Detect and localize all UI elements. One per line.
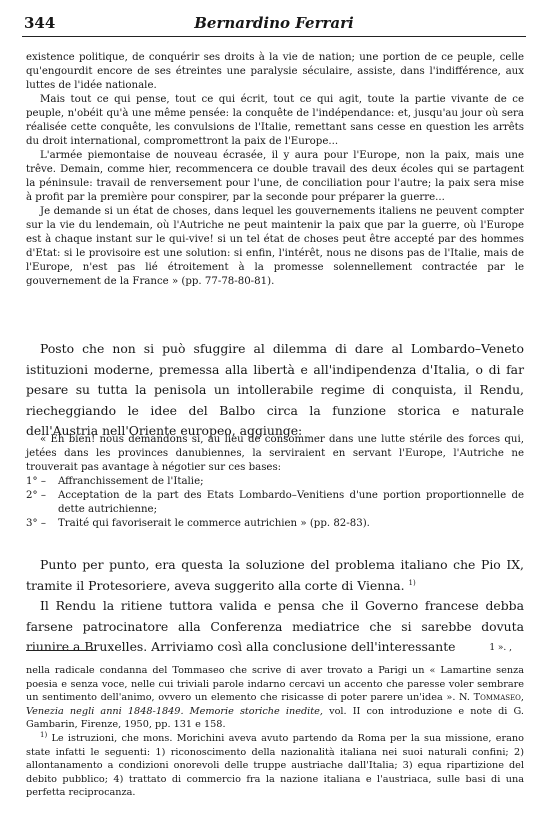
signature-mark: 1 ». , <box>489 643 512 653</box>
list-item <box>26 517 524 531</box>
body-text: Il Rendu la ritiene tuttora valida e pensa che il Governo francese debba farsene patrocinatore alla Conferenza mediatrice che si sarebbe dovuta riunire a Bruxelles. Arriviamo così alla conclusione dell'interessante <box>26 598 524 654</box>
quote-paragraph: L'armée piemontaise de nouveau écrasée, il y aura pour l'Europe, non la paix, mais une trêve. Demain, comme hier, recommencera ce double travail des deux écoles qui se partagent la péninsule: travail de renversement pour l'une, de conciliation pour l'autre; la paix sera mise à profit par la première pour conspirer, par la seconde pour préparer la guerre... <box>26 150 524 203</box>
cited-author: Tommaseo, <box>473 692 524 704</box>
running-title: Bernardino Ferrari <box>194 14 354 32</box>
footnote-1 <box>26 732 524 800</box>
page-number: 344 <box>24 14 56 32</box>
list-item <box>26 489 524 517</box>
quote-intro: « Eh bien! nous demandons si, au lieu de consommer dans une lutte stérile des forces qui, jetées dans les provinces danubiennes, la serviraient en servant l'Europe, l'Autriche ne trouverait pas avantage à négotier sur ces bases: <box>26 434 524 473</box>
cited-work-title: Venezia negli anni 1848-1849. Memorie storiche inedite, <box>26 705 323 717</box>
body-text <box>26 555 524 596</box>
body-paragraph-1 <box>26 339 524 442</box>
list-item-text: Traité qui favoriserait le commerce autrichien » (pp. 82-83). <box>58 518 370 529</box>
list-marker: 1° – <box>26 476 46 487</box>
footnote-text: Le istruzioni, che mons. Morichini aveva avuto partendo da Roma per la sua missione, erano state infatti le seguenti: 1) riconoscimento della nazionalità italiana nei suoi naturali confini; 2) allontanamento a condizioni onorevoli delle truppe austriache dall'Italia; 3) equa ripartizione del debito pubblico; 4) trattato di commercio fra la nazione italiana e l'austriaca, sulle basi di una perfetta reciprocanza. <box>26 732 524 799</box>
footnote-continuation <box>26 664 524 732</box>
quote-paragraph: Je demande si un état de choses, dans lequel les gouvernements italiens ne peuvent compter sur la vie du lendemain, où l'Autriche ne peut maintenir la paix que par la guerre, où l'Europe est à chaque instant sur le qui-vive! si un tel état de choses peut être accepté par des hommes d'Etat: si le provisoire est une solution: si enfin, l'intérêt, nous ne disons pas de l'Italie, mais de l'Europe, n'est pas lié étroitement à la promesse solennellement contractée par le gouvernement de la France » (pp. 77-78-80-81). <box>26 206 524 287</box>
quote-paragraph: Mais tout ce qui pense, tout ce qui écrit, tout ce qui agit, toute la partie vivante de ce peuple, n'obéit qu'à une même pensée: la conquête de l'indépendance: et, jusqu'au jour où sera réalisée cette conquête, les convulsions de l'Italie, remettant sans cesse en question les arrêts du droit international, compromettront la paix de l'Europe... <box>26 94 524 147</box>
list-item-text: Acceptation de la part des Etats Lombardo–Venitiens d'une portion proportionnelle de dette autrichienne; <box>58 490 524 515</box>
running-header <box>24 14 524 36</box>
body-paragraph-2 <box>26 555 524 658</box>
footnote-text: vol. II con introduzione e note di G. Gambarin, Firenze, 1950, pp. 131 e 158. <box>26 705 524 731</box>
list-item <box>26 475 524 489</box>
quote-block-french-1 <box>26 51 524 289</box>
body-text: Posto che non si può sfuggire al dilemma di dare al Lombardo–Veneto istituzioni moderne, premessa alla libertà e all'indipendenza d'Italia, o di far pesare su tutta la penisola un intollerabile regime di conquista, il Rendu, riecheggiando le idee del Balbo circa la funzione storica e naturale dell'Austria nell'Oriente europeo, aggiunge: <box>26 341 524 438</box>
body-text-span: Punto per punto, era questa la soluzione del problema italiano che Pio IX, tramite il Protesoriere, aveva suggerito alla corte di Vienna. <box>26 557 524 593</box>
footnote-ref: 1) <box>408 578 416 587</box>
footnote-number: 1) <box>40 730 48 739</box>
quote-block-french-2 <box>26 433 524 531</box>
footnote-separator <box>26 650 96 651</box>
list-marker: 3° – <box>26 518 46 529</box>
quote-paragraph: existence politique, de conquérir ses droits à la vie de nation; une portion de ce peuple, celle qu'engourdit encore de ses étreintes une paralysie séculaire, assiste, dans l'indifférence, aux luttes de l'idée nationale. <box>26 52 524 91</box>
footnotes <box>26 664 524 800</box>
list-marker: 2° – <box>26 490 46 501</box>
header-rule <box>22 36 526 37</box>
list-item-text: Affranchissement de l'Italie; <box>58 476 204 487</box>
footnote-text: nella radicale condanna del Tommaseo che scrive di aver trovato a Parigi un « Lamartine senza poesia e senza voce, nelle cui triviali parole indarno cercavi un accento che paresse voler sembrare un sentimento dell'animo, ovvero un elemento che risicasse di poter parere un'idea ». N. <box>26 665 524 704</box>
conditions-list <box>26 475 524 531</box>
